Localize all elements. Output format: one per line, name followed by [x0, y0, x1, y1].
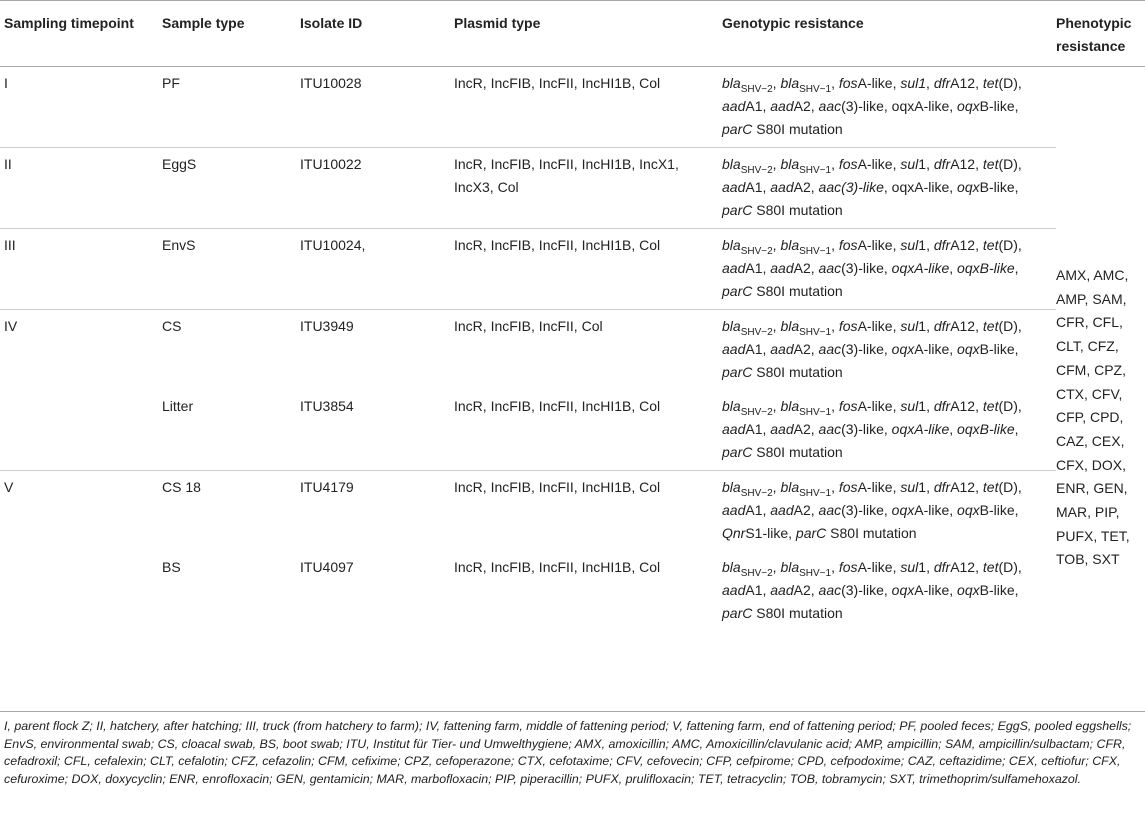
table-footnote: I, parent flock Z; II, hatchery, after hatching; III, truck (from hatchery to farm); IV, fattening farm, middle of fattening period; V, fattening farm, end of fattening period; PF, pooled feces; EggS, pooled eggshells; EnvS, environmental swab; CS, cloacal swab, BS, boot swab; ITU, Institut für Tier- und Umwelthygiene; AMX, amoxicillin; AMC, Amoxicillin/clavulanic acid; AMP, ampicillin; SAM, ampicillin/sulbactam; CFR, cefadroxil; CFL, cefalexin; CLT, cefalotin; CFZ, cefazolin; CFM, cefixime; CPZ, cefoperazone; CTX, cefotaxime; CFV, cefovecin; CFP, cefpirome; CPD, cefpodoxime; CAZ, ceftazidime; CEX, ceftiofur; CFX, cefuroxime; DOX, doxycyclin; ENR, enrofloxacin; GEN, gentamicin; MAR, marbofloxacin; PIP, piperacillin; PUFX, prulifloxacin; TET, tetracyclin; TOB, tobramycin; SXT, trimethoprim/sulfamehoxazol.: [4, 719, 1132, 786]
cell-genotypic-resistance: bla$_{SHV-2}$, bla$_{SHV-1}$, fosA-like, sul1, dfrA12, tet(D), aadA1, aadA2, aac(3)-like, oqxA-like, oqxB-like, parC S80I mutation: [718, 148, 1056, 229]
cell-timepoint: IV: [0, 310, 148, 391]
footnote-divider: [0, 711, 1145, 712]
header-plasmid-type: Plasmid type: [450, 1, 718, 67]
cell-genotypic-resistance: bla$_{SHV-2}$, bla$_{SHV-1}$, fosA-like, sul1, dfrA12, tet(D), aadA1, aadA2, aac(3)-like, oqxA-like, oqxB-like, parC S80I mutation: [718, 310, 1056, 391]
cell-timepoint: III: [0, 229, 148, 310]
cell-sample-type: CS: [148, 310, 296, 391]
cell-isolate-id: ITU3854: [300, 398, 354, 414]
cell-timepoint: II: [0, 148, 148, 229]
header-isolate-id: Isolate ID: [296, 1, 450, 67]
cell-plasmid-type: IncR, IncFIB, IncFII, IncHI1B, IncX1, IncX3, Col: [450, 148, 718, 229]
cell-plasmid-type: IncR, IncFIB, IncFII, Col: [450, 310, 718, 391]
table-row: [0, 551, 1145, 631]
table-row: [0, 310, 1145, 391]
cell-plasmid-type: IncR, IncFIB, IncFII, IncHI1B, Col: [454, 398, 661, 414]
cell-timepoint: [0, 551, 148, 631]
cell-plasmid-type: IncR, IncFIB, IncFII, IncHI1B, Col: [454, 559, 661, 575]
cell-isolate-id: ITU10028: [300, 75, 362, 91]
cell-sample-type: CS 18: [148, 471, 296, 552]
cell-genotypic-resistance: bla$_{SHV-2}$, bla$_{SHV-1}$, fosA-like, sul1, dfrA12, tet(D), aadA1, aadA2, aac(3)-like, oqxA-like, oqxB-like, parC S80I mutation: [722, 559, 1022, 621]
table-row: [0, 229, 1145, 310]
header-genotypic-resistance: Genotypic resistance: [718, 1, 1056, 67]
cell-timepoint: I: [4, 75, 8, 91]
header-row: [0, 1, 1145, 67]
header-sample-type: Sample type: [148, 1, 296, 67]
cell-plasmid-type: IncR, IncFIB, IncFII, IncHI1B, Col: [450, 471, 718, 552]
cell-sample-type: PF: [162, 75, 180, 91]
table-row: [0, 390, 1145, 471]
cell-genotypic-resistance: bla$_{SHV-2}$, bla$_{SHV-1}$, fosA-like, sul1, dfrA12, tet(D), aadA1, aadA2, aac(3)-like, oqxA-like, oqxB-like, parC S80I mutation: [722, 398, 1022, 460]
cell-isolate-id: ITU4179: [296, 471, 450, 552]
header-phenotypic-resistance: Phenotypic resistance: [1056, 1, 1145, 67]
cell-isolate-id: ITU10022: [296, 148, 450, 229]
cell-sample-type: EnvS: [148, 229, 296, 310]
cell-phenotypic-resistance: AMX, AMC, AMP, SAM, CFR, CFL, CLT, CFZ, CFM, CPZ, CTX, CFV, CFP, CPD, CAZ, CEX, CFX, DOX, ENR, GEN, MAR, PIP, PUFX, TET, TOB, SXT: [1056, 267, 1130, 568]
cell-isolate-id: ITU4097: [300, 559, 354, 575]
cell-genotypic-resistance: bla$_{SHV-2}$, bla$_{SHV-1}$, fosA-like, sul1, dfrA12, tet(D), aadA1, aadA2, aac(3)-like, oqxA-like, oqxB-like, parC S80I mutation: [718, 229, 1056, 310]
table-row: [0, 148, 1145, 229]
table-row: [0, 471, 1145, 552]
cell-isolate-id: ITU3949: [296, 310, 450, 391]
cell-plasmid-type: IncR, IncFIB, IncFII, IncHI1B, Col: [450, 229, 718, 310]
cell-plasmid-type: IncR, IncFIB, IncFII, IncHI1B, Col: [454, 75, 661, 91]
cell-timepoint: V: [0, 471, 148, 552]
header-timepoint: Sampling timepoint: [0, 1, 148, 67]
cell-sample-type: EggS: [148, 148, 296, 229]
cell-sample-type: BS: [162, 559, 181, 575]
cell-isolate-id: ITU10024,: [296, 229, 450, 310]
cell-timepoint: [0, 390, 148, 471]
table-row: [0, 67, 1145, 148]
cell-genotypic-resistance: bla$_{SHV-2}$, bla$_{SHV-1}$, fosA-like, sul1, dfrA12, tet(D), aadA1, aadA2, aac(3)-like, oqxA-like, oqxB-like, QnrS1-like, parC S80I mutation: [718, 471, 1056, 552]
cell-sample-type: Litter: [162, 398, 194, 414]
cell-genotypic-resistance: bla$_{SHV-2}$, bla$_{SHV-1}$, fosA-like, sul1, dfrA12, tet(D), aadA1, aadA2, aac(3)-like, oqxA-like, oqxB-like, parC S80I mutation: [722, 75, 1022, 137]
